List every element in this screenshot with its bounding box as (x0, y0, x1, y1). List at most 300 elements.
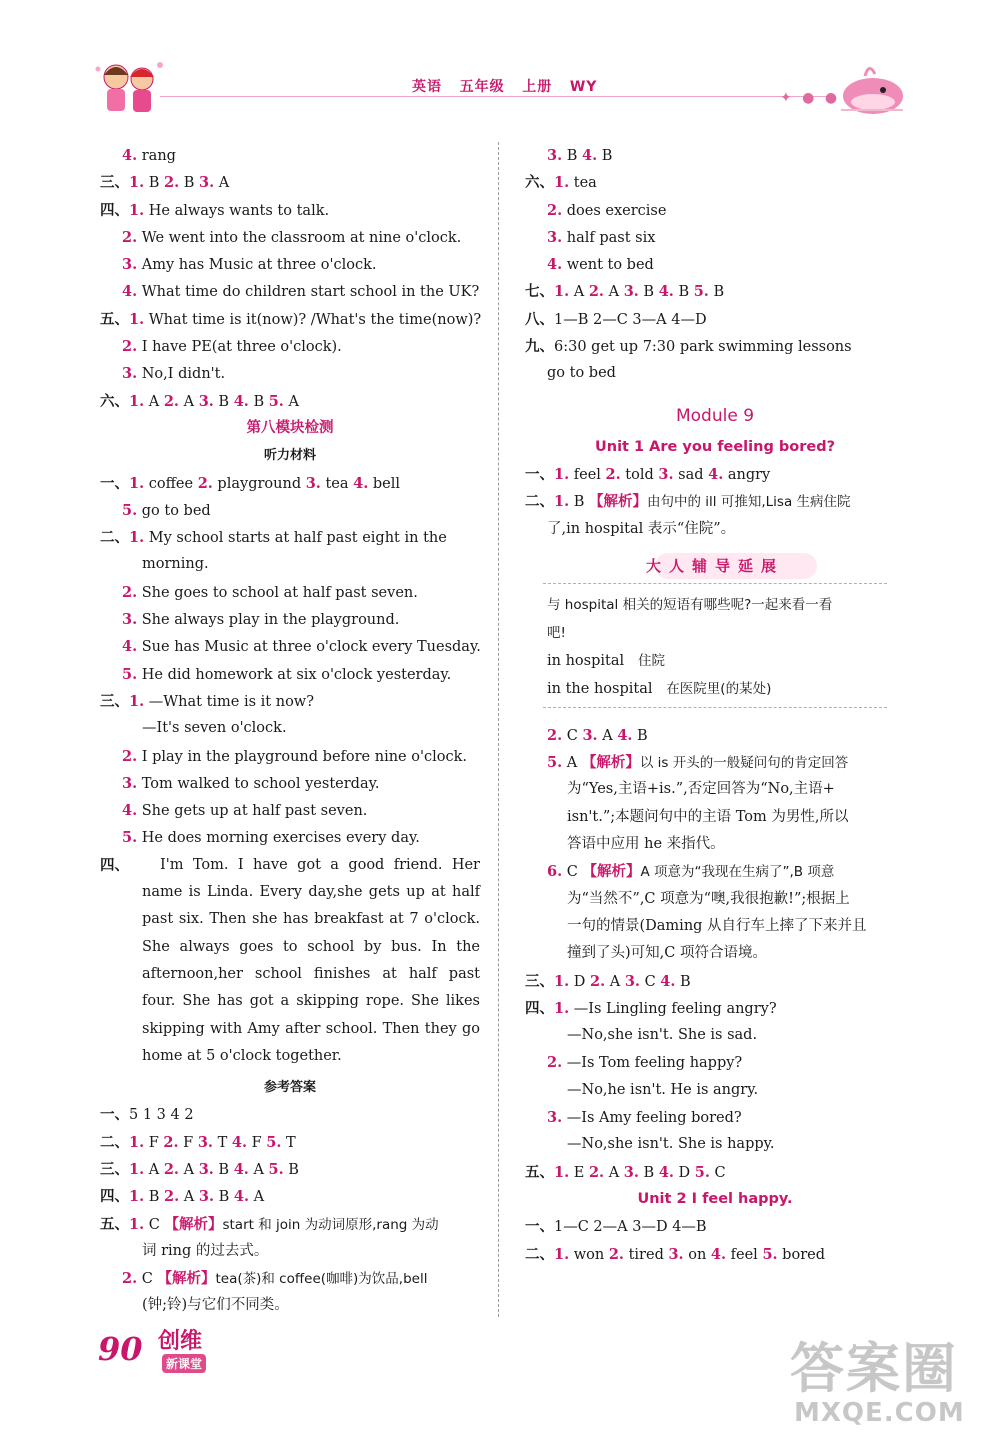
answer-text: C (562, 864, 583, 881)
answer-text: A (283, 393, 299, 410)
item-number: 4. (660, 972, 676, 990)
answer-text: Tom walked to school yesterday. (137, 775, 380, 792)
item-number: 2. (163, 392, 179, 410)
answer-text: A (144, 1161, 164, 1178)
answer-text: tea (569, 175, 597, 192)
answer-text: D (673, 1164, 695, 1181)
reference-answer-list (100, 1101, 480, 1319)
item-number: 4. (658, 1163, 674, 1181)
answer-text: A (562, 755, 582, 772)
answer-row (100, 1238, 480, 1265)
section-label: 三、 (525, 972, 554, 990)
passage-text: I'm Tom. I have got a good friend. Her name is Linda. Every day,she gets up at half past six. Then she has breakfast at 7 o'clock. She always goes to school by bus. In the afternoon,her school finishes at half past four. She has got a skipping rope. She likes skipping with Amy after school. Then they go home at 5 o'clock together. (142, 856, 480, 1064)
item-number: 4. (233, 1188, 250, 1206)
answer-text: T (281, 1134, 296, 1151)
extension-title-text: 大人辅导延展 (645, 556, 784, 575)
phrase-1-cn: 住院 (637, 652, 665, 669)
answer-text: rang (137, 148, 176, 164)
item-number: 3. (122, 365, 138, 383)
answer-text: No,I didn't. (137, 366, 226, 383)
answer-row (525, 831, 905, 858)
analysis-label: 【解析】 (157, 1270, 216, 1288)
answer-text: A (214, 175, 230, 192)
section-label: 一、 (525, 1218, 554, 1236)
answer-text: coffee (144, 475, 198, 492)
answer-text: B (248, 393, 269, 410)
answer-row (100, 524, 480, 551)
extension-bottom-rule (543, 707, 887, 714)
listening-heading: 听力材料 (263, 448, 316, 464)
answer-text: playground (212, 475, 306, 492)
item-number: 2. (547, 726, 563, 744)
section-label: 三、 (100, 1160, 129, 1178)
item-number: 2. (163, 1160, 179, 1178)
phrase-2-en: in the hospital (547, 680, 653, 697)
analysis-text: A 项意为“我现在生病了”,B 项意 (640, 864, 835, 881)
brand-sub: 新课堂 (162, 1354, 206, 1373)
answer-text: We went into the classroom at nine o'clock. (137, 229, 462, 246)
answer-text: F (178, 1134, 198, 1151)
answer-row (100, 224, 480, 251)
item-number: 3. (547, 1109, 563, 1127)
answer-row (525, 488, 905, 515)
section-label: 三、 (100, 692, 129, 710)
answer-text: on (683, 1246, 711, 1263)
answer-text: A (604, 1164, 624, 1181)
analysis-text: 由句中的 ill 可推知,Lisa 生病住院 (647, 494, 851, 511)
item-number: 3. (623, 283, 639, 301)
item-number: 5. (694, 1163, 710, 1181)
section-label: 五、 (525, 1163, 554, 1181)
answer-text: bored (777, 1246, 825, 1263)
answer-text: —No,she isn't. She is happy. (567, 1136, 775, 1153)
answer-row (525, 1241, 905, 1268)
item-number: 5. (762, 1245, 778, 1263)
answer-text: B (638, 1164, 659, 1181)
answer-text: angry (723, 466, 771, 483)
unit1-answer-list-2 (525, 722, 905, 1186)
item-number: 2. (164, 174, 180, 192)
watermark-main: 答案圈 (790, 1337, 958, 1400)
answer-text: go to bed (137, 502, 211, 519)
answer-text: B (144, 1189, 165, 1206)
item-number: 3. (198, 1188, 214, 1206)
item-number: 4. (582, 147, 598, 164)
answer-row (100, 797, 480, 824)
section-label: 七、 (525, 283, 554, 301)
item-number: 4. (122, 147, 138, 164)
item-number: 1. (129, 1215, 145, 1233)
item-number: 1. (129, 174, 145, 192)
answer-row (100, 770, 480, 797)
answer-text: What time do children start school in the UK? (137, 284, 480, 301)
item-number: 5. (268, 392, 284, 410)
column-divider (498, 142, 499, 1317)
answer-text: Amy has Music at three o'clock. (137, 257, 377, 274)
answer-text: A (605, 973, 625, 990)
item-number: 1. (129, 1188, 145, 1206)
answer-row (100, 579, 480, 606)
section-label: 三、 (100, 174, 129, 192)
item-number: 1. (554, 174, 570, 192)
answer-text: She always play in the playground. (137, 612, 400, 629)
answer-row (525, 940, 905, 967)
answer-text: I have PE(at three o'clock). (137, 339, 342, 356)
item-number: 6. (547, 863, 563, 881)
item-number: 2. (122, 1270, 138, 1288)
item-number: 5. (122, 829, 138, 847)
answer-row (525, 858, 905, 885)
answer-text: feel (569, 466, 606, 483)
answer-text: C (562, 727, 583, 744)
item-number: 1. (129, 1133, 145, 1151)
answer-text: —No,she isn't. She is sad. (567, 1027, 758, 1044)
item-number: 2. (122, 747, 138, 765)
item-number: 2. (588, 283, 604, 301)
item-number: 3. (305, 474, 321, 492)
answer-row (525, 995, 905, 1022)
answer-row (100, 715, 480, 742)
analysis-text: start 和 join 为动词原形,rang 为动 (222, 1216, 439, 1233)
item-number: 4. (617, 726, 633, 744)
section-label: 一、 (100, 474, 129, 492)
extension-box (525, 549, 905, 714)
answer-row (525, 278, 905, 305)
answer-text: She goes to school at half past seven. (137, 584, 418, 601)
cartoon-kids-icon (90, 55, 170, 125)
answer-row (100, 551, 480, 578)
answer-text: A (603, 284, 624, 301)
answer-text: B (638, 284, 659, 301)
answer-row (525, 913, 905, 940)
item-number: 4. (233, 392, 249, 410)
answer-row (100, 1183, 480, 1210)
item-number: 2. (605, 465, 621, 483)
analysis-label: 【解析】 (589, 493, 648, 511)
item-number: 2. (122, 338, 138, 356)
item-number: 3. (199, 174, 215, 192)
extension-intro: 与 hospital 相关的短语有哪些呢?一起来看一看 (547, 596, 833, 613)
item-number: 1. (129, 474, 145, 492)
answer-row (100, 1292, 480, 1319)
extension-phrase-2 (525, 675, 905, 703)
answer-text: went to bed (562, 257, 654, 274)
unit1-title: Unit 1 Are you feeling bored? (594, 438, 835, 455)
section-label: 四、 (100, 201, 129, 219)
answer-text: A (248, 1161, 269, 1178)
answer-text: B (213, 393, 234, 410)
item-number: 3. (197, 1133, 213, 1151)
answer-row (525, 1213, 905, 1240)
analysis-label: 【解析】 (582, 863, 641, 881)
unit2-title: Unit 2 I feel happy. (637, 1190, 793, 1207)
item-number: 5. (693, 283, 709, 301)
item-number: 2. (608, 1245, 624, 1263)
section-label: 二、 (100, 529, 129, 547)
answers-heading: 参考答案 (263, 1080, 316, 1096)
answer-text: —No,he isn't. He is angry. (567, 1081, 759, 1098)
item-number: 4. (353, 474, 369, 492)
answer-text: —It's seven o'clock. (142, 720, 287, 737)
answer-text: B (562, 148, 583, 164)
item-number: 1. (554, 465, 570, 483)
section-label: 五、 (100, 310, 129, 328)
item-number: 5. (266, 1133, 282, 1151)
item-number: 4. (547, 256, 563, 274)
answer-row (525, 749, 905, 776)
item-number: 2. (588, 1163, 605, 1181)
item-number: 3. (122, 774, 138, 792)
item-number: 1. (129, 529, 145, 547)
answer-row (100, 388, 480, 415)
answer-row (100, 1101, 480, 1128)
section-label: 一、 (100, 1106, 129, 1124)
answer-text: tired (623, 1246, 669, 1263)
answer-text: A (178, 393, 199, 410)
item-number: 2. (164, 1188, 180, 1206)
answer-row (525, 1022, 905, 1049)
answer-text: 为“当然不”,C 项意为“噢,我很抱歉!”;根据上 (567, 890, 850, 907)
section-label: 四、 (525, 999, 554, 1017)
item-number: 3. (122, 256, 138, 274)
answer-row (525, 461, 905, 488)
item-number: 5. (268, 1160, 284, 1178)
answer-text: A (144, 393, 164, 410)
item-number: 3. (198, 392, 214, 410)
answer-row (525, 169, 905, 196)
item-number: 1. (129, 310, 145, 328)
answer-row (525, 804, 905, 831)
answer-row (100, 278, 480, 305)
answer-text: —Is Amy feeling bored? (562, 1110, 742, 1127)
analysis-label: 【解析】 (164, 1215, 223, 1233)
section-label: 五、 (100, 1215, 129, 1233)
section-label: 二、 (100, 1133, 129, 1151)
item-number: 4. (710, 1245, 727, 1263)
answer-row (100, 633, 480, 660)
answer-row (100, 688, 480, 715)
answer-row (525, 142, 905, 169)
brand-main: 创维 (158, 1329, 203, 1354)
answer-row (525, 1131, 905, 1158)
answer-row (525, 1104, 905, 1131)
answer-text: D (569, 973, 590, 990)
answer-text: B (708, 284, 725, 301)
answer-text: sad (673, 466, 709, 483)
answer-row (100, 497, 480, 524)
answer-text: B (673, 284, 694, 301)
answer-text: I play in the playground before nine o'clock. (137, 748, 467, 765)
answer-row (100, 470, 480, 497)
answer-text: 5 1 3 4 2 (129, 1107, 194, 1124)
item-number: 1. (554, 1245, 570, 1263)
section-label: 二、 (525, 493, 554, 511)
answer-text: bell (368, 475, 401, 492)
header-dots-icon: ✦ ● ● (780, 90, 841, 106)
item-number: 2. (589, 972, 606, 990)
item-number: 3. (122, 611, 138, 629)
item-number: 4. (708, 465, 724, 483)
answer-row (525, 886, 905, 913)
answer-text: told (620, 466, 659, 483)
answer-text: F (247, 1134, 267, 1151)
item-number: 1. (554, 999, 570, 1017)
answer-text: A (249, 1189, 265, 1206)
item-number: 1. (554, 972, 570, 990)
item-number: 4. (231, 1133, 248, 1151)
section-label: 六、 (525, 174, 554, 192)
answer-text: B (632, 727, 648, 744)
answer-text: F (144, 1134, 164, 1151)
item-number: 4. (122, 283, 138, 301)
answer-text: B (213, 1161, 234, 1178)
answer-text: B (569, 494, 590, 511)
answer-row (100, 1156, 480, 1183)
unit1-answer-list (525, 461, 905, 543)
item-number: 1. (554, 1163, 570, 1181)
watermark-sub: MXQE.COM (794, 1398, 965, 1428)
left-column (100, 142, 480, 1320)
answer-row (525, 251, 905, 278)
answer-text: A (178, 1161, 199, 1178)
item-number: 2. (163, 1133, 179, 1151)
answer-text: —Is Lingling feeling angry? (569, 1000, 777, 1017)
item-number: 5. (547, 754, 563, 772)
item-number: 2. (122, 583, 138, 601)
answer-row (100, 824, 480, 851)
answer-text: go to bed (547, 365, 616, 382)
item-number: 2. (547, 201, 563, 219)
answer-text: He did homework at six o'clock yesterday. (137, 666, 452, 683)
answer-row (100, 743, 480, 770)
answer-text: tea (320, 475, 354, 492)
module8-heading: 第八模块检测 (246, 419, 334, 436)
item-number: 3. (582, 726, 598, 744)
answer-row (100, 1211, 480, 1238)
answer-text: 撞到了头)可知,C 项符合语境。 (567, 945, 767, 962)
answer-text: E (569, 1164, 589, 1181)
cartoon-whale-icon (835, 60, 910, 120)
answer-row (525, 333, 905, 360)
section-label: 八、 (525, 310, 554, 328)
answer-row (100, 197, 480, 224)
answer-text: 了,in hospital 表示“住院”。 (547, 520, 736, 537)
answer-text: B (675, 973, 691, 990)
answer-row (525, 360, 905, 387)
answer-text: B (144, 175, 165, 192)
answer-text: morning. (142, 556, 209, 573)
header-divider (160, 96, 830, 97)
answer-row (100, 333, 480, 360)
answer-text: 6:30 get up 7:30 park swimming lessons (554, 339, 852, 356)
passage-section-label: 四、 (100, 856, 129, 874)
item-number: 4. (658, 283, 674, 301)
left-answer-list (100, 142, 480, 415)
item-number: 5. (122, 665, 138, 683)
answer-row (100, 661, 480, 688)
page-number: 90 (98, 1330, 143, 1368)
item-number: 2. (122, 228, 138, 246)
answer-text: B (214, 1189, 234, 1206)
answer-text: C (709, 1164, 726, 1181)
answer-text: does exercise (562, 202, 667, 219)
header-title: 英语 五年级 上册 WY (412, 79, 598, 95)
passage-block (100, 852, 480, 1070)
answer-text: —Is Tom feeling happy? (562, 1055, 743, 1072)
answer-text: What time is it(now)? /What's the time(now)? (144, 311, 482, 328)
listening-list (100, 470, 480, 852)
right-answer-list (525, 142, 905, 388)
answer-text: C (137, 1271, 158, 1288)
item-number: 5. (122, 501, 138, 519)
answer-row (100, 306, 480, 333)
phrase-2-cn: 在医院里(的某处) (666, 680, 772, 697)
item-number: 4. (122, 802, 138, 820)
answer-text: (钟;铃)与它们不同类。 (142, 1297, 289, 1314)
answer-text: A (569, 284, 589, 301)
answer-text: B (597, 148, 613, 164)
answer-row (525, 776, 905, 803)
module-title: Module 9 (675, 405, 755, 426)
analysis-text: tea(茶)和 coffee(咖啡)为饮品,bell (215, 1271, 428, 1288)
section-label: 四、 (100, 1188, 129, 1206)
item-number: 3. (624, 972, 640, 990)
item-number: 1. (554, 493, 570, 511)
answer-text: A (597, 727, 618, 744)
answer-row (100, 142, 480, 169)
answer-row (100, 251, 480, 278)
answer-row (525, 968, 905, 995)
answer-row (525, 197, 905, 224)
answer-text: Sue has Music at three o'clock every Tuesday. (137, 639, 481, 656)
answer-text: He does morning exercises every day. (137, 830, 420, 847)
answer-row (100, 360, 480, 387)
analysis-label: 【解析】 (581, 754, 640, 772)
brand-logo (158, 1324, 238, 1376)
item-number: 4. (122, 638, 138, 656)
item-number: 3. (198, 1160, 214, 1178)
answer-text: C (144, 1216, 165, 1233)
answer-text: 1—C 2—A 3—D 4—B (554, 1219, 707, 1236)
watermark (790, 1326, 980, 1436)
answer-row (100, 606, 480, 633)
analysis-text: 以 is 开头的一般疑问句的肯定回答 (639, 755, 849, 772)
item-number: 1. (129, 692, 145, 710)
answer-text: 1—B 2—C 3—A 4—D (554, 311, 707, 328)
answer-row (525, 224, 905, 251)
item-number: 3. (668, 1245, 684, 1263)
section-label: 六、 (100, 392, 129, 410)
item-number: 1. (129, 1160, 145, 1178)
answer-text: won (569, 1246, 609, 1263)
item-number: 2. (547, 1054, 563, 1072)
answer-row (525, 722, 905, 749)
item-number: 1. (554, 283, 570, 301)
answer-row (100, 169, 480, 196)
answer-text: 一句的情景(Daming 从自行车上摔了下来并且 (567, 917, 867, 934)
extension-phrase-1 (525, 647, 905, 675)
answer-row (525, 306, 905, 333)
answer-row (525, 1159, 905, 1186)
answer-row (100, 1265, 480, 1292)
extension-intro-2: 吧! (547, 624, 566, 641)
right-column (525, 142, 905, 1268)
answer-text: C (639, 973, 661, 990)
item-number: 3. (547, 228, 563, 246)
answer-text: isn't.”;本题问句中的主语 Tom 为男性,所以 (567, 808, 849, 825)
answer-text: A (179, 1189, 199, 1206)
answer-text: 为“Yes,主语+is.”,否定回答为“No,主语+ (567, 781, 835, 798)
